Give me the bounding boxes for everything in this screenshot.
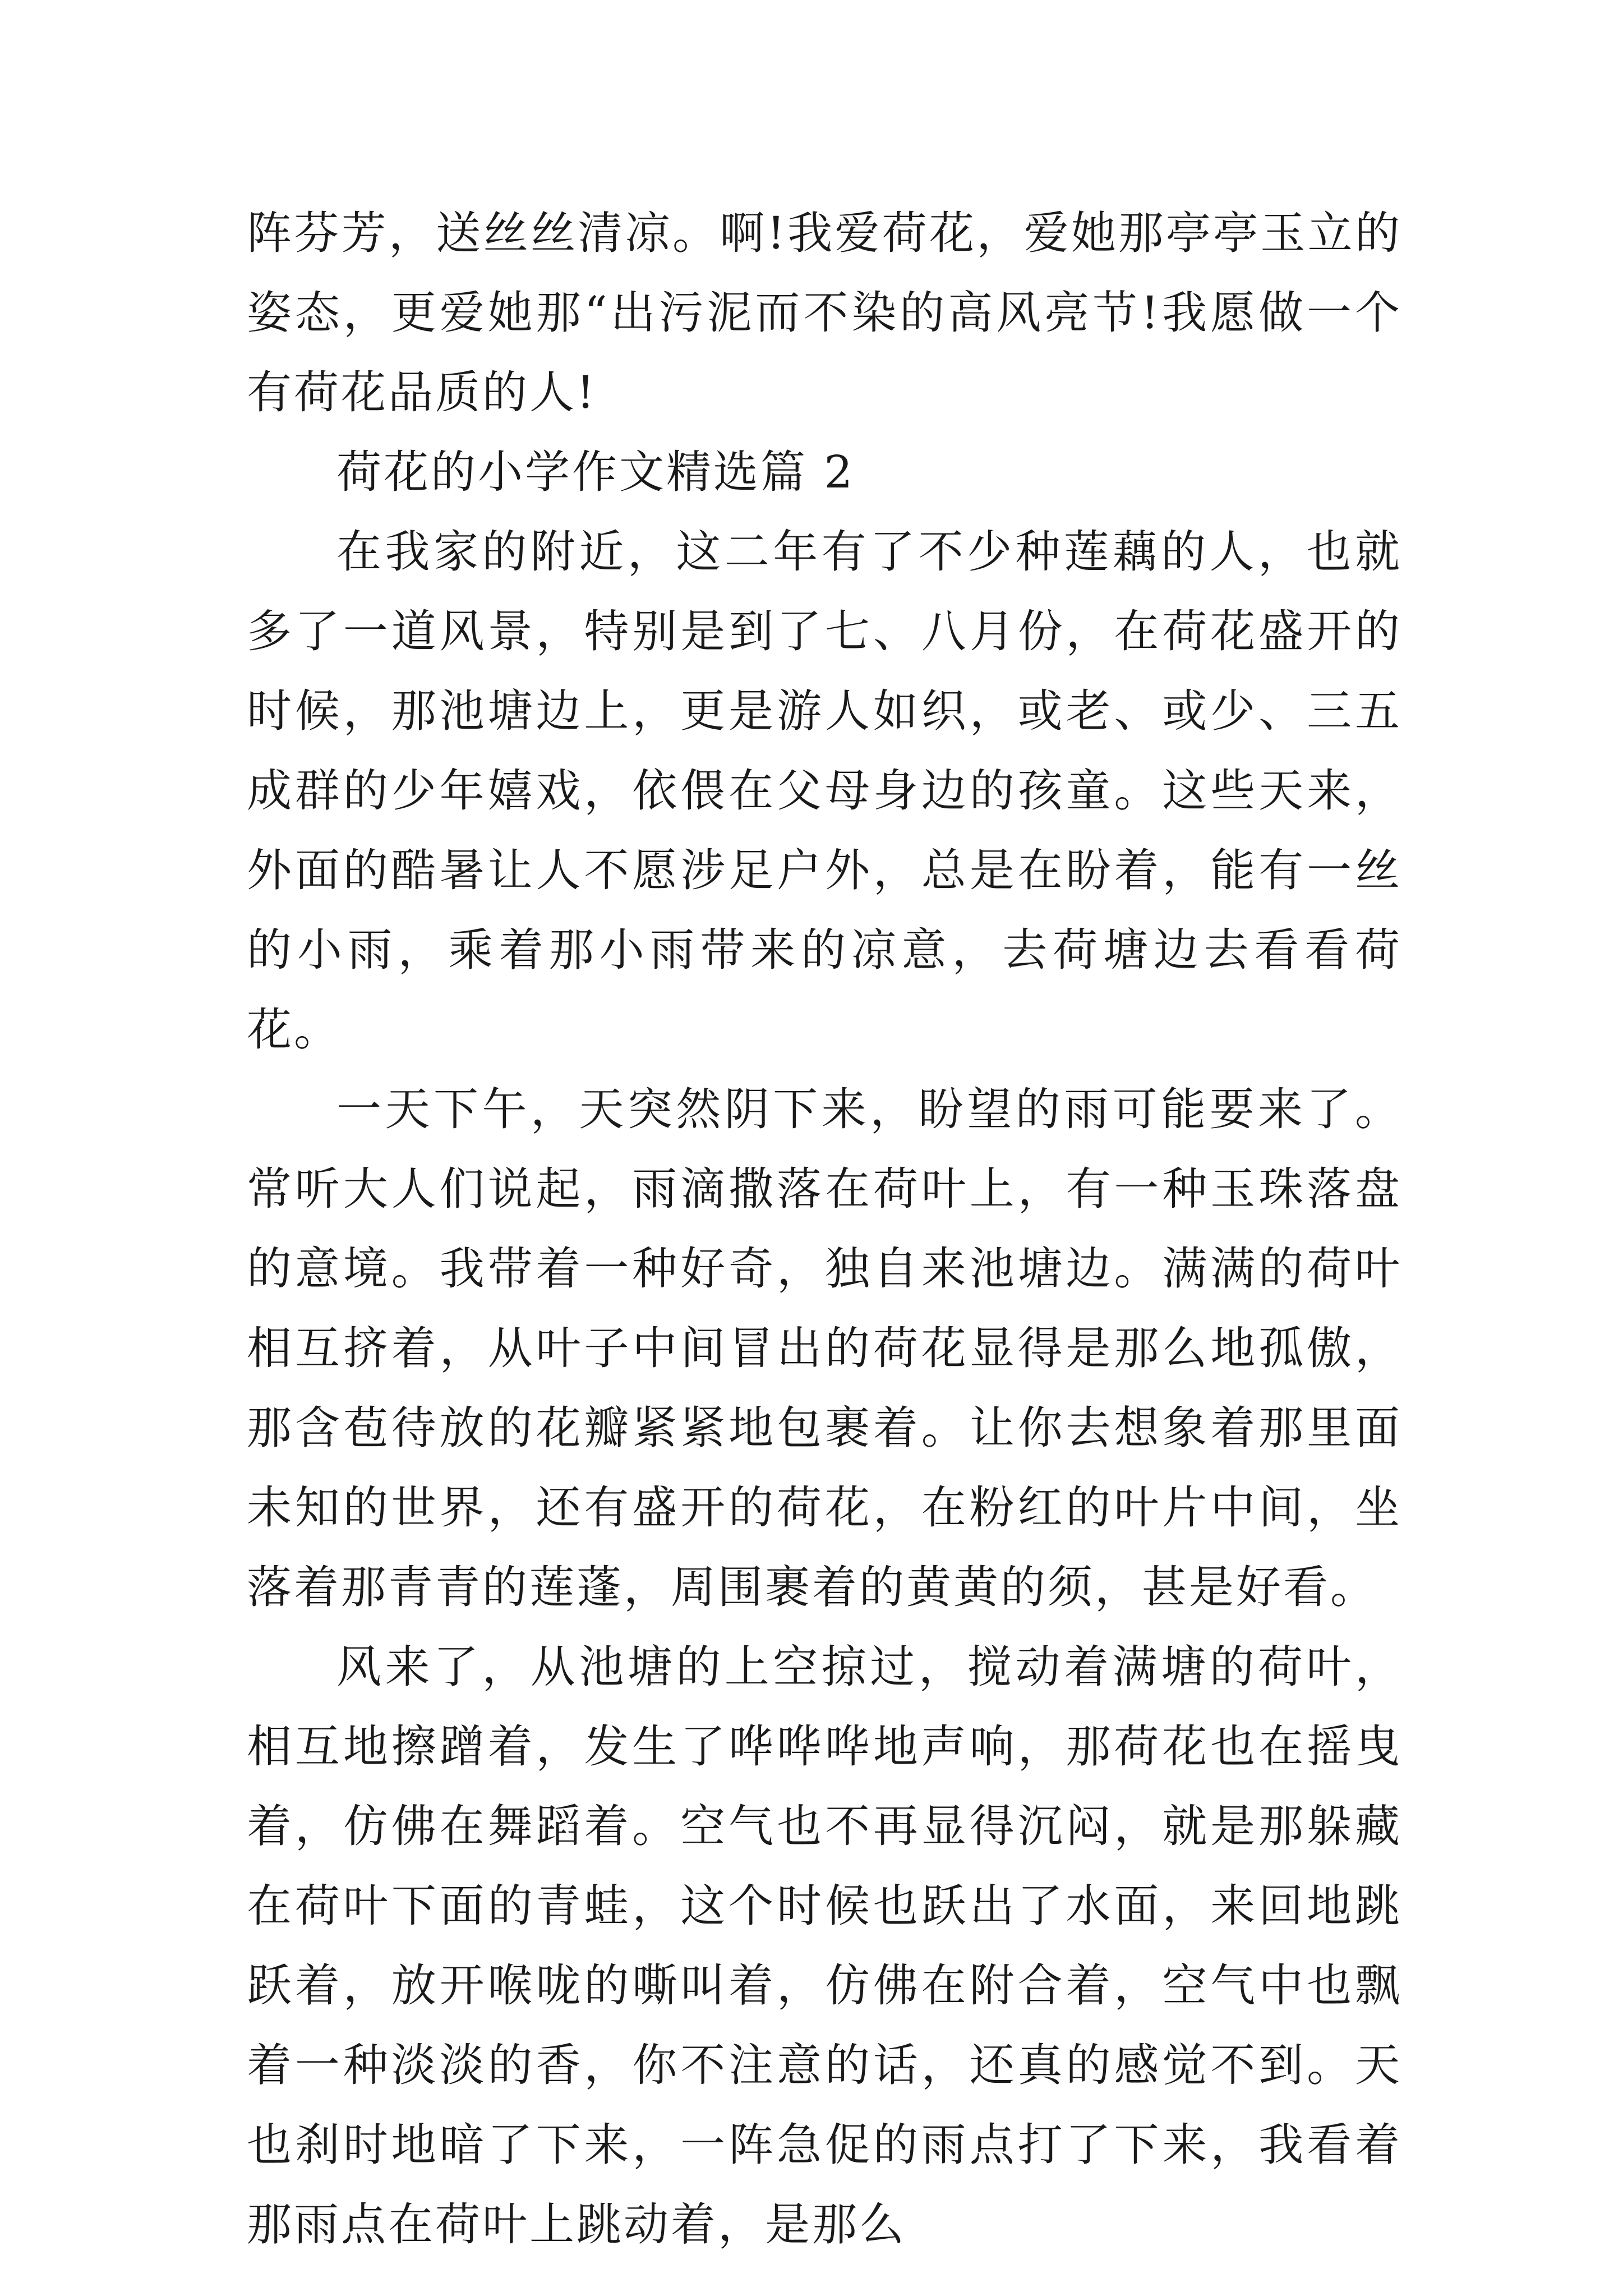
- paragraph-1: 在我家的附近，这二年有了不少种莲藕的人，也就多了一道风景，特别是到了七、八月份，在荷花盛开的时候，那池塘边上，更是游人如织，或老、或少、三五成群的少年嬉戏，依偎在父母身边的孩童。这些天来，外面的酷暑让人不愿涉足户外，总是在盼着，能有一丝的小雨，乘着那小雨带来的凉意，去荷塘边去看看荷花。: [247, 526, 1402, 1056]
- section-heading: 荷花的小学作文精选篇 2: [336, 446, 855, 498]
- document-content: [247, 194, 1402, 2265]
- paragraph-continued: 阵芬芳，送丝丝清凉。啊!我爱荷花，爱她那亭亭玉立的姿态，更爱她那“出污泥而不染的高风亮节!我愿做一个有荷花品质的人!: [247, 207, 1402, 418]
- paragraph-3: 风来了，从池塘的上空掠过，搅动着满塘的荷叶，相互地擦蹭着，发生了哗哗哗地声响，那荷花也在摇曳着，仿佛在舞蹈着。空气也不再显得沉闷，就是那躲藏在荷叶下面的青蛙，这个时候也跃出了水面，来回地跳跃着，放开喉咙的嘶叫着，仿佛在附合着，空气中也飘着一种淡淡的香，你不注意的话，还真的感觉不到。天也刹时地暗了下来，一阵急促的雨点打了下来，我看着那雨点在荷叶上跳动着，是那么: [247, 1641, 1402, 2251]
- paragraph-2: 一天下午，天突然阴下来，盼望的雨可能要来了。常听大人们说起，雨滴撒落在荷叶上，有一种玉珠落盘的意境。我带着一种好奇，独自来池塘边。满满的荷叶相互挤着，从叶子中间冒出的荷花显得是那么地孤傲，那含苞待放的花瓣紧紧地包裹着。让你去想象着那里面未知的世界，还有盛开的荷花，在粉红的叶片中间，坐落着那青青的莲蓬，周围裹着的黄黄的须，甚是好看。: [247, 1083, 1402, 1613]
